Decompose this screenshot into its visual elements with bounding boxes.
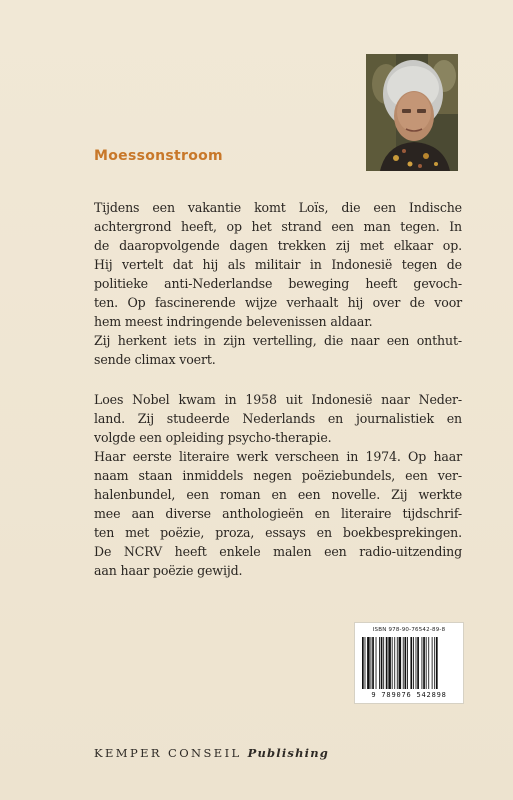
barcode-bar: [372, 637, 374, 689]
barcode-bar: [365, 637, 366, 689]
summary-line: politieke anti-Nederlandse beweging heeft gevoch-: [94, 276, 462, 291]
barcode-number: 9 789076 542898: [371, 691, 447, 699]
barcode-bar: [417, 637, 419, 689]
barcode-bar: [392, 637, 393, 689]
barcode-bar: [416, 637, 417, 689]
publisher-tail: Publishing: [247, 746, 330, 760]
barcode-bar: [410, 637, 412, 689]
barcode-bar: [403, 637, 404, 689]
summary-line: sende climax voert.: [94, 352, 216, 367]
summary-line: de daaropvolgende dagen trekken zij met elkaar op.: [94, 238, 462, 253]
summary-line: hem meest indringende belevenissen aldaar.: [94, 314, 373, 329]
publisher-main: KEMPER CONSEIL: [94, 746, 242, 760]
barcode-bar: [362, 637, 364, 689]
barcode-bar: [434, 637, 435, 689]
barcode-bar: [376, 637, 377, 689]
barcode-bar: [379, 637, 380, 689]
barcode-bar: [367, 637, 370, 689]
summary-line: Hij vertelt dat hij als militair in Indonesië tegen de: [94, 257, 462, 272]
barcode-bar: [426, 637, 427, 689]
bio-line: naam staan inmiddels negen poëziebundels, een ver-: [94, 468, 462, 483]
author-photo: [366, 54, 458, 171]
barcode-bars: [362, 637, 456, 689]
barcode-bar: [383, 637, 384, 689]
author-bio: [94, 390, 462, 580]
bio-line: mee aan diverse anthologieën en literaire tijdschrif-: [94, 506, 462, 521]
barcode-bar: [422, 637, 423, 689]
barcode-bar: [381, 637, 383, 689]
bio-line: volgde een opleiding psycho-therapie.: [94, 430, 332, 445]
barcode-bar: [388, 637, 391, 689]
book-summary: [94, 198, 462, 369]
barcode-bar: [405, 637, 407, 689]
publisher-name: [94, 746, 329, 760]
author-portrait-image: [366, 54, 458, 171]
isbn-barcode: [354, 622, 464, 704]
bio-line: land. Zij studeerde Nederlands en journalistiek en: [94, 411, 462, 426]
barcode-bar: [397, 637, 398, 689]
barcode-bar: [386, 637, 388, 689]
summary-line: Zij herkent iets in zijn vertelling, die naar een onthut-: [94, 333, 462, 348]
barcode-bar: [394, 637, 395, 689]
barcode-bar: [407, 637, 408, 689]
summary-line: ten. Op fascinerende wijze verhaalt hij over de voor: [94, 295, 462, 310]
isbn-label: ISBN 978-90-76542-89-8: [372, 627, 446, 633]
bio-line: halenbundel, een roman en een novelle. Zij werkte: [94, 487, 462, 502]
bio-line: aan haar poëzie gewijd.: [94, 563, 243, 578]
barcode-bar: [428, 637, 429, 689]
barcode-bar: [371, 637, 372, 689]
bio-line: Loes Nobel kwam in 1958 uit Indonesië naar Neder-: [94, 392, 462, 407]
barcode-bar: [423, 637, 425, 689]
barcode-bar: [436, 637, 438, 689]
book-title: Moessonstroom: [94, 148, 223, 164]
bio-line: De NCRV heeft enkele malen een radio-uitzending: [94, 544, 462, 559]
barcode-bar: [413, 637, 414, 689]
summary-line: achtergrond heeft, op het strand een man tegen. In: [94, 219, 462, 234]
bio-line: Haar eerste literaire werk verscheen in 1974. Op haar: [94, 449, 462, 464]
barcode-bar: [432, 637, 433, 689]
barcode-bar: [399, 637, 402, 689]
bio-line: ten met poëzie, proza, essays en boekbesprekingen.: [94, 525, 462, 540]
summary-line: Tijdens een vakantie komt Loïs, die een Indische: [94, 200, 462, 215]
